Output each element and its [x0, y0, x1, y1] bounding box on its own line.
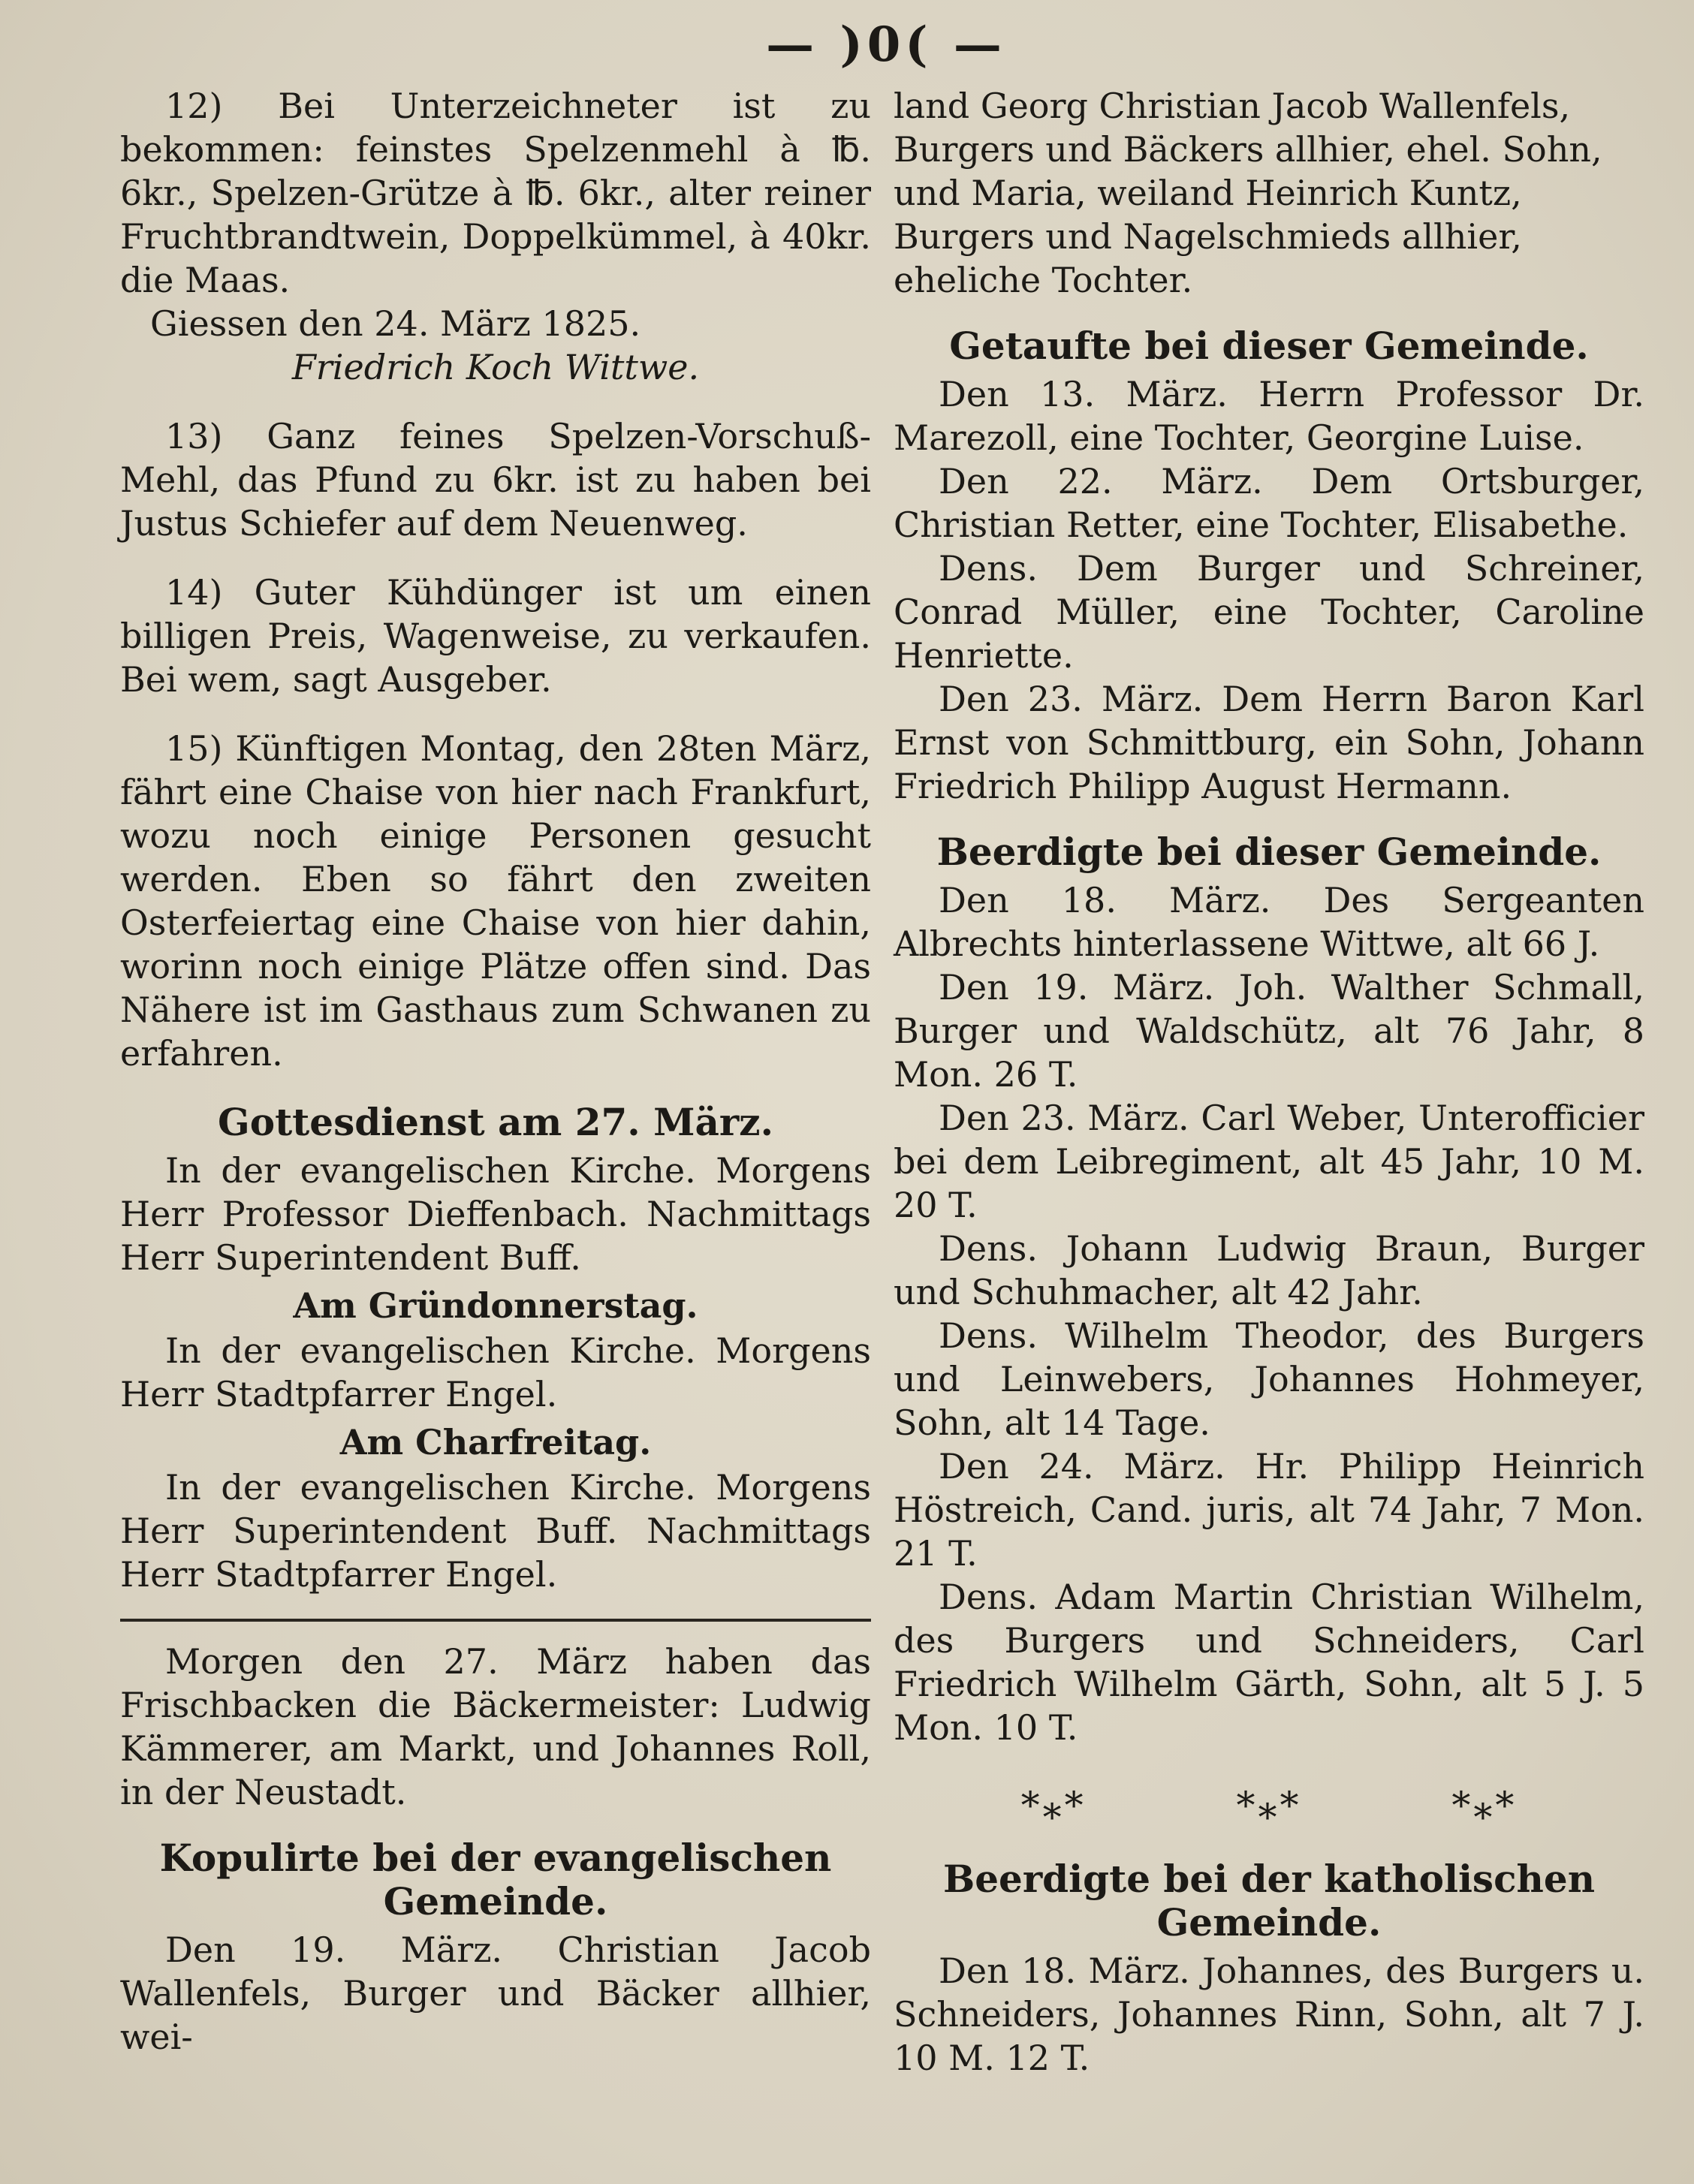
ad-15-text: 15) Künftigen Montag, den 28ten März, fährt eine Chaise von hier nach Frankfurt, wozu noch einige Personen gesucht werden. Eben so fährt den zweiten Osterfeiertag eine Chaise von hier dahin, worinn noch einige Plätze offen sind. Das Nähere ist im Gasthaus zum Schwanen zu erfahren. — [120, 728, 871, 1074]
buried-entry: Dens. Johann Ludwig Braun, Burger und Schuhmacher, alt 42 Jahr. — [894, 1228, 1644, 1312]
advertisement-13 — [120, 414, 871, 545]
left-column — [120, 84, 871, 2081]
ad-12-text: 12) Bei Unterzeichneter ist zu bekommen: feinstes Spelzenmehl à ℔. 6kr., Spelzen-Grütze à ℔. 6kr., alter reiner Fruchtbrandtwein, Doppelkümmel, à 40kr. die Maas. — [120, 86, 871, 300]
right-column — [894, 84, 1644, 2102]
service-good-friday: In der evangelischen Kirche. Morgens Herr Superintendent Buff. Nachmittags Herr Stadtpfarrer Engel. — [120, 1467, 871, 1595]
service-maundy-thursday-heading: Am Gründonnerstag. — [293, 1285, 698, 1326]
ad-14-text: 14) Guter Kühdünger ist um einen billigen Preis, Wagenweise, zu verkaufen. Bei wem, sagt Ausgeber. — [120, 572, 871, 700]
married-section — [120, 1836, 871, 2059]
buried-section — [894, 830, 1644, 1749]
buried-entry: Dens. Adam Martin Christian Wilhelm, des Burgers und Schneiders, Carl Friedrich Wilhelm Gärth, Sohn, alt 5 J. 5 Mon. 10 T. — [894, 1577, 1644, 1748]
service-heading: Gottesdienst am 27. März. — [218, 1100, 773, 1144]
asterism-separator — [894, 1784, 1644, 1827]
baptized-heading: Getaufte bei dieser Gemeinde. — [949, 324, 1589, 368]
service-sunday: In der evangelischen Kirche. Morgens Herr Professor Dieffenbach. Nachmittags Herr Superintendent Buff. — [120, 1150, 871, 1278]
bakers-notice — [120, 1640, 871, 1814]
church-service-section — [120, 1101, 871, 1596]
married-continuation — [894, 84, 1644, 302]
married-heading: Kopulirte bei der evangelischen Gemeinde. — [159, 1836, 832, 1923]
baptized-entry: Den 22. März. Dem Ortsburger, Christian Retter, eine Tochter, Elisabethe. — [894, 461, 1644, 545]
buried-entry: Den 19. März. Joh. Walther Schmall, Burger und Waldschütz, alt 76 Jahr, 8 Mon. 26 T. — [894, 967, 1644, 1095]
buried-heading: Beerdigte bei dieser Gemeinde. — [936, 830, 1602, 874]
divider-rule — [120, 1619, 871, 1622]
advertisement-12 — [120, 84, 871, 389]
advertisement-14 — [120, 571, 871, 701]
ad-12-signature: Friedrich Koch Wittwe. — [291, 347, 700, 387]
married-entry: Den 19. März. Christian Jacob Wallenfels, Burger und Bäcker allhier, wei- — [120, 1929, 871, 2057]
service-good-friday-heading: Am Charfreitag. — [339, 1422, 652, 1463]
baptized-section — [894, 324, 1644, 808]
buried-entry: Den 24. März. Hr. Philipp Heinrich Höstreich, Cand. juris, alt 74 Jahr, 7 Mon. 21 T. — [894, 1446, 1644, 1574]
advertisement-15 — [120, 727, 871, 1075]
baptized-entry: Dens. Dem Burger und Schreiner, Conrad Müller, eine Tochter, Caroline Henriette. — [894, 548, 1644, 676]
buried-entry: Den 18. März. Des Sergeanten Albrechts hinterlassene Wittwe, alt 66 J. — [894, 880, 1644, 964]
buried-entry: Den 23. März. Carl Weber, Unterofficier bei dem Leibregiment, alt 45 Jahr, 10 M. 20 T. — [894, 1098, 1644, 1225]
catholic-buried-heading: Beerdigte bei der katholischen Gemeinde. — [942, 1857, 1596, 1945]
asterism: *⁎* — [1451, 1784, 1518, 1827]
asterism: *⁎* — [1236, 1784, 1302, 1827]
married-entry-continued: land Georg Christian Jacob Wallenfels, Burgers und Bäckers allhier, ehel. Sohn, und Maria, weiland Heinrich Kuntz, Burgers und Nagelschmieds allhier, eheliche Tochter. — [894, 86, 1602, 300]
baptized-entry: Den 13. März. Herrn Professor Dr. Marezoll, eine Tochter, Georgine Luise. — [894, 374, 1644, 458]
asterism: *⁎* — [1020, 1784, 1087, 1827]
ad-13-text: 13) Ganz feines Spelzen-Vorschuß-Mehl, das Pfund zu 6kr. ist zu haben bei Justus Schiefer auf dem Neuenweg. — [120, 416, 871, 544]
catholic-buried-section — [894, 1857, 1644, 2080]
bakers-text: Morgen den 27. März haben das Frischbacken die Bäckermeister: Ludwig Kämmerer, am Markt, und Johannes Roll, in der Neustadt. — [120, 1641, 871, 1812]
service-maundy-thursday: In der evangelischen Kirche. Morgens Herr Stadtpfarrer Engel. — [120, 1330, 871, 1414]
ad-12-place-date: Giessen den 24. März 1825. — [150, 303, 641, 344]
baptized-entry: Den 23. März. Dem Herrn Baron Karl Ernst von Schmittburg, ein Sohn, Johann Friedrich Philipp August Hermann. — [894, 679, 1644, 806]
buried-entry: Dens. Wilhelm Theodor, des Burgers und Leinwebers, Johannes Hohmeyer, Sohn, alt 14 Tage. — [894, 1315, 1644, 1443]
page-number: — )0( — — [766, 17, 1006, 73]
catholic-buried-entry: Den 18. März. Johannes, des Burgers u. Schneiders, Johannes Rinn, Sohn, alt 7 J. 10 M. 12 T. — [894, 1951, 1644, 2078]
